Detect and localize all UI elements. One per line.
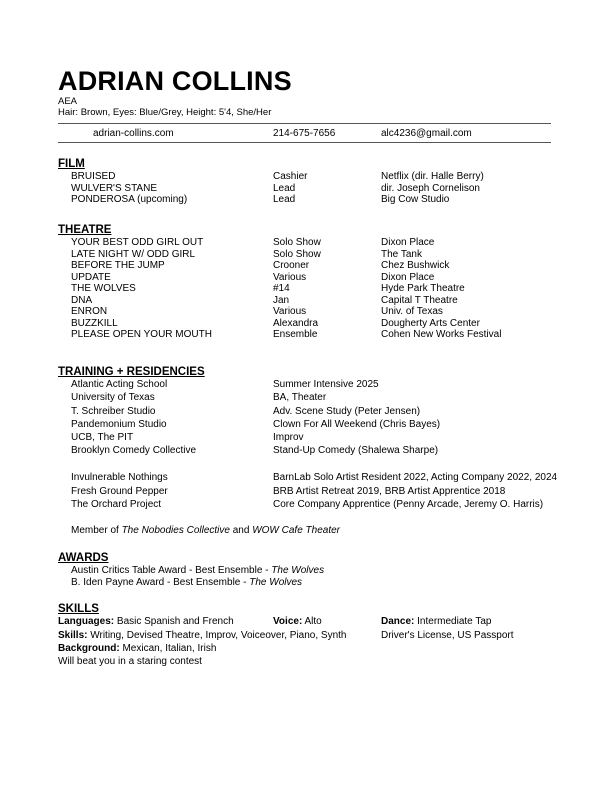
training-course: Summer Intensive 2025 bbox=[273, 379, 379, 390]
theatre-role: Ensemble bbox=[273, 329, 318, 340]
membership-text bbox=[71, 525, 340, 537]
theatre-title: DNA bbox=[71, 294, 93, 306]
actor-name: ADRIAN COLLINS bbox=[58, 66, 292, 96]
theatre-title: BEFORE THE JUMP bbox=[71, 260, 165, 271]
training-course: Improv bbox=[273, 432, 304, 443]
theatre-role: Various bbox=[273, 306, 307, 317]
membership-joiner: and bbox=[229, 525, 253, 536]
theatre-venue: Hyde Park Theatre bbox=[381, 283, 465, 294]
section-heading-film: FILM bbox=[58, 158, 85, 170]
training-course: Stand-Up Comedy (Shalewa Sharpe) bbox=[273, 445, 439, 456]
skills-value: Writing, Devised Theatre, Improv, Voiceover, Piano, Synth bbox=[87, 629, 347, 641]
membership-org-2: WOW Cafe Theater bbox=[252, 525, 341, 536]
residency-detail: Core Company Apprentice (Penny Arcade, Jeremy O. Harris) bbox=[273, 498, 544, 510]
theatre-role: Alexandra bbox=[273, 317, 319, 329]
training-school: T. Schreiber Studio bbox=[71, 405, 156, 417]
dance-value: Intermediate Tap bbox=[414, 616, 492, 627]
phone-number[interactable]: 214-675-7656 bbox=[273, 128, 336, 139]
background-skill bbox=[58, 643, 216, 655]
membership-prefix: Member of bbox=[71, 525, 122, 536]
residency-detail: BRB Artist Retreat 2019, BRB Artist Apprentice 2018 bbox=[273, 485, 506, 497]
residency-org: The Orchard Project bbox=[71, 498, 162, 510]
section-heading-training: TRAINING + RESIDENCIES bbox=[58, 366, 205, 378]
theatre-venue: The Tank bbox=[381, 248, 422, 260]
background-value: Mexican, Italian, Irish bbox=[119, 643, 217, 654]
union-affiliation: AEA bbox=[58, 96, 78, 107]
theatre-role: Solo Show bbox=[273, 248, 321, 260]
theatre-title: BUZZKILL bbox=[71, 317, 118, 329]
contact-rule-bottom bbox=[58, 142, 551, 143]
skills-label: Skills: bbox=[58, 629, 88, 641]
theatre-venue: Cohen New Works Festival bbox=[381, 329, 502, 340]
residency-org: Invulnerable Nothings bbox=[71, 472, 168, 483]
theatre-title: THE WOLVES bbox=[71, 283, 136, 294]
languages-skill bbox=[58, 616, 234, 628]
theatre-title: PLEASE OPEN YOUR MOUTH bbox=[71, 329, 212, 340]
residency-org: Fresh Ground Pepper bbox=[71, 485, 168, 497]
theatre-title: UPDATE bbox=[71, 271, 111, 283]
theatre-venue: Univ. of Texas bbox=[381, 306, 443, 317]
theatre-venue: Chez Bushwick bbox=[381, 260, 450, 271]
section-heading-skills: SKILLS bbox=[58, 603, 99, 615]
membership-org-1: The Nobodies Collective bbox=[121, 525, 230, 536]
film-title: PONDEROSA (upcoming) bbox=[71, 194, 188, 205]
contact-rule-top bbox=[58, 123, 551, 124]
dance-skill bbox=[381, 616, 491, 628]
general-skills bbox=[58, 630, 346, 642]
training-course: BA, Theater bbox=[273, 392, 327, 403]
award-show: The Wolves bbox=[249, 576, 303, 588]
background-label: Background: bbox=[58, 643, 120, 654]
training-school: Brooklyn Comedy Collective bbox=[71, 445, 197, 456]
dance-label: Dance: bbox=[381, 616, 415, 627]
voice-skill bbox=[273, 616, 322, 628]
award-show: The Wolves bbox=[271, 565, 325, 576]
award-text: B. Iden Payne Award - Best Ensemble - bbox=[71, 576, 250, 588]
training-school: Atlantic Acting School bbox=[71, 379, 168, 390]
theatre-title: ENRON bbox=[71, 306, 108, 317]
theatre-role: #14 bbox=[273, 283, 290, 294]
theatre-role: Crooner bbox=[273, 260, 310, 271]
award-item bbox=[71, 565, 324, 577]
theatre-venue: Dixon Place bbox=[381, 237, 435, 248]
film-title: BRUISED bbox=[71, 171, 116, 182]
training-course: Adv. Scene Study (Peter Jensen) bbox=[273, 405, 421, 417]
licenses: Driver's License, US Passport bbox=[381, 629, 514, 641]
film-role: Lead bbox=[273, 194, 296, 205]
section-heading-theatre: THEATRE bbox=[58, 224, 112, 236]
training-school: UCB, The PIT bbox=[71, 432, 134, 443]
theatre-role: Solo Show bbox=[273, 237, 321, 248]
residency-detail: BarnLab Solo Artist Resident 2022, Acting Company 2022, 2024 bbox=[273, 472, 558, 483]
film-company: Netflix (dir. Halle Berry) bbox=[381, 171, 484, 182]
theatre-title: LATE NIGHT W/ ODD GIRL bbox=[71, 248, 196, 260]
training-course: Clown For All Weekend (Chris Bayes) bbox=[273, 418, 441, 430]
email-link[interactable]: alc4236@gmail.com bbox=[381, 128, 472, 139]
languages-value: Basic Spanish and French bbox=[114, 616, 234, 627]
training-school: University of Texas bbox=[71, 392, 155, 403]
film-company: dir. Joseph Cornelison bbox=[381, 182, 480, 194]
award-item bbox=[71, 577, 302, 589]
languages-label: Languages: bbox=[58, 616, 115, 627]
section-heading-awards: AWARDS bbox=[58, 552, 109, 564]
film-company: Big Cow Studio bbox=[381, 194, 450, 205]
voice-label: Voice: bbox=[273, 616, 303, 627]
special-skill: Will beat you in a staring contest bbox=[58, 656, 202, 667]
theatre-venue: Dixon Place bbox=[381, 271, 435, 283]
film-role: Lead bbox=[273, 182, 296, 194]
theatre-venue: Dougherty Arts Center bbox=[381, 317, 480, 329]
award-text: Austin Critics Table Award - Best Ensemble - bbox=[71, 565, 272, 576]
film-role: Cashier bbox=[273, 171, 308, 182]
film-title: WULVER'S STANE bbox=[71, 182, 157, 194]
physical-stats: Hair: Brown, Eyes: Blue/Grey, Height: 5'4, She/Her bbox=[58, 107, 272, 118]
training-school: Pandemonium Studio bbox=[71, 418, 167, 430]
theatre-role: Various bbox=[273, 271, 307, 283]
theatre-venue: Capital T Theatre bbox=[381, 294, 458, 306]
theatre-title: YOUR BEST ODD GIRL OUT bbox=[71, 237, 204, 248]
website-link[interactable]: adrian-collins.com bbox=[93, 128, 174, 139]
theatre-role: Jan bbox=[273, 294, 290, 306]
voice-value: Alto bbox=[302, 616, 322, 627]
